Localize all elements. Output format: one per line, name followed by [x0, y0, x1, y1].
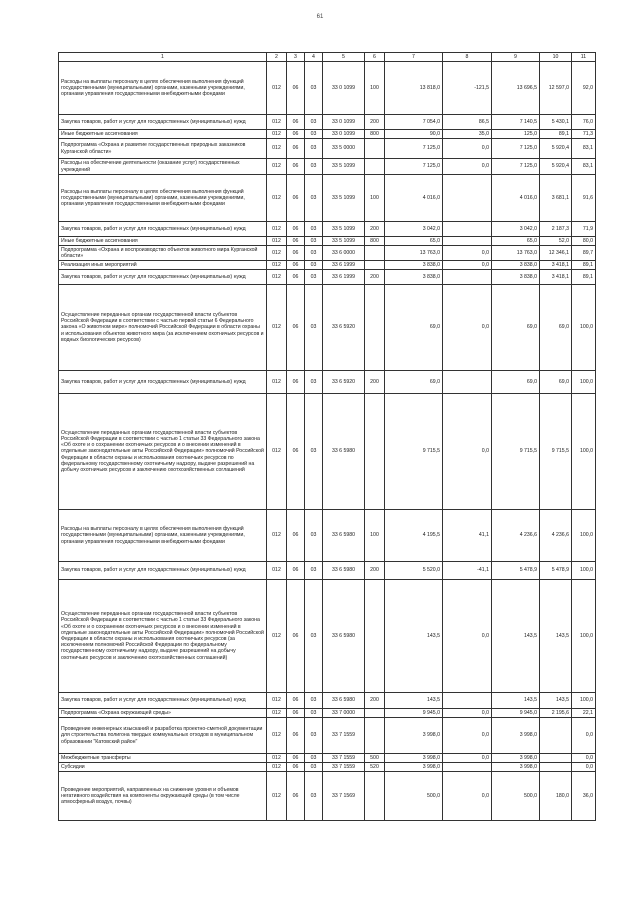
table-cell: 012	[267, 175, 287, 222]
table-cell: 03	[305, 562, 323, 580]
table-cell: 69,0	[540, 371, 572, 394]
table-cell: 03	[305, 130, 323, 139]
table-cell: 33 7 0000	[323, 709, 365, 718]
table-cell: 06	[287, 763, 305, 772]
column-header: 7	[385, 53, 443, 62]
table-cell: 012	[267, 246, 287, 261]
table-cell: 06	[287, 718, 305, 754]
table-cell: 500	[365, 754, 385, 763]
table-cell: 3 418,1	[540, 270, 572, 285]
table-cell: 41,1	[443, 510, 492, 562]
table-cell: 0,0	[572, 718, 596, 754]
table-cell: 0,0	[572, 754, 596, 763]
table-cell: 83,1	[572, 159, 596, 175]
table-cell: 100,0	[572, 510, 596, 562]
table-cell: 89,1	[572, 261, 596, 270]
table-cell: 06	[287, 371, 305, 394]
table-cell: 65,0	[492, 237, 540, 246]
table-cell: 7 140,5	[492, 115, 540, 130]
table-cell: 0,0	[443, 709, 492, 718]
table-cell: 012	[267, 139, 287, 159]
table-cell: 03	[305, 709, 323, 718]
table-row	[59, 270, 596, 285]
table-cell: 03	[305, 261, 323, 270]
table-cell: 86,5	[443, 115, 492, 130]
table-cell: 100	[365, 62, 385, 115]
column-header: 3	[287, 53, 305, 62]
table-cell	[443, 763, 492, 772]
table-cell: 90,0	[385, 130, 443, 139]
table-cell	[443, 237, 492, 246]
table-cell: 7 054,0	[385, 115, 443, 130]
row-label: Иные бюджетные ассигнования	[59, 130, 267, 139]
table-cell: 5 430,1	[540, 115, 572, 130]
table-cell	[365, 394, 385, 510]
table-cell: 200	[365, 371, 385, 394]
table-cell: 143,5	[492, 580, 540, 693]
table-cell: 71,9	[572, 222, 596, 237]
table-cell: 3 418,1	[540, 261, 572, 270]
table-cell: 012	[267, 394, 287, 510]
table-cell: 4 016,0	[492, 175, 540, 222]
table-cell: 800	[365, 237, 385, 246]
table-cell: 33 6 5980	[323, 510, 365, 562]
table-cell: 06	[287, 510, 305, 562]
table-cell	[443, 270, 492, 285]
table-cell: 12 346,1	[540, 246, 572, 261]
table-cell: 7 125,0	[492, 159, 540, 175]
table-cell: 9 945,0	[385, 709, 443, 718]
table-cell: 7 125,0	[385, 159, 443, 175]
table-cell: 012	[267, 693, 287, 709]
table-cell: 06	[287, 139, 305, 159]
table-cell: 100,0	[572, 693, 596, 709]
table-cell	[443, 222, 492, 237]
row-label: Подпрограмма «Охрана и воспроизводство объектов животного мира Курганской области»	[59, 246, 267, 261]
table-cell: 89,7	[572, 246, 596, 261]
table-cell: 22,1	[572, 709, 596, 718]
table-cell: 9 715,5	[540, 394, 572, 510]
table-cell: 0,0	[443, 772, 492, 821]
header-row	[59, 53, 596, 62]
table-row	[59, 62, 596, 115]
table-cell: 3 998,0	[492, 718, 540, 754]
table-cell	[365, 709, 385, 718]
table-cell	[540, 763, 572, 772]
row-label: Расходы на обеспечение деятельности (оказание услуг) государственных учреждений	[59, 159, 267, 175]
table-cell: 12 597,0	[540, 62, 572, 115]
table-cell: 03	[305, 246, 323, 261]
table-cell	[443, 371, 492, 394]
table-cell: 125,0	[492, 130, 540, 139]
table-cell: 3 838,0	[492, 261, 540, 270]
table-row	[59, 580, 596, 693]
table-cell: 69,0	[385, 285, 443, 371]
table-cell: 06	[287, 130, 305, 139]
table-row	[59, 510, 596, 562]
table-cell: 200	[365, 562, 385, 580]
row-label: Осуществление переданных органам государственной власти субъектов Российской Федерации в соответствии с частью 1 статьи 33 Федерального закона «Об охоте и о сохранении охотничьих ресурсов и о внесении изменений в отдельные законодательные акты Российской Федерации» полномочий Российской Федерации в области охраны и использования охотничьих ресурсов по федеральному государственному охотничьему надзору, выдаче разрешений на добычу охотничьих ресурсов и заключению охотхозяйственных соглашений	[59, 394, 267, 510]
row-label: Расходы на выплаты персоналу в целях обеспечения выполнения функций государственными (муниципальными) органами, казенными учреждениями, органами управления государственными внебюджетными фондами	[59, 62, 267, 115]
table-cell	[365, 580, 385, 693]
table-cell	[365, 261, 385, 270]
table-row	[59, 394, 596, 510]
table-cell: 06	[287, 159, 305, 175]
table-cell: 33 5 1099	[323, 159, 365, 175]
table-cell: 012	[267, 754, 287, 763]
table-cell: 06	[287, 222, 305, 237]
table-cell: 143,5	[540, 693, 572, 709]
table-cell: 65,0	[385, 237, 443, 246]
table-cell: 06	[287, 270, 305, 285]
table-cell: 36,0	[572, 772, 596, 821]
table-cell: 33 6 5920	[323, 285, 365, 371]
row-label: Осуществление переданных органам государственной власти субъектов Российской Федерации в соответствии с частью 1 статьи 33 Федерального закона «Об охоте и о сохранении охотничьих ресурсов и о внесении изменений в отдельные законодательные акты Российской Федерации» полномочий Российской Федерации в области охраны и использования охотничьих ресурсов (за исключением полномочий Российской Федерации по федеральному государственному охотничьему надзору, выдаче разрешений на добычу охотничьих ресурсов и заключению охотхозяйственных соглашений)	[59, 580, 267, 693]
table-cell: 06	[287, 754, 305, 763]
table-cell: 03	[305, 394, 323, 510]
table-cell: 0,0	[443, 394, 492, 510]
table-cell: 06	[287, 709, 305, 718]
table-row	[59, 709, 596, 718]
column-header: 2	[267, 53, 287, 62]
column-header: 10	[540, 53, 572, 62]
table-cell	[443, 693, 492, 709]
table-row	[59, 222, 596, 237]
table-cell: 33 6 5980	[323, 562, 365, 580]
table-cell: 0,0	[443, 261, 492, 270]
table-row	[59, 159, 596, 175]
row-label: Расходы на выплаты персоналу в целях обеспечения выполнения функций государственными (муниципальными) органами, казенными учреждениями, органами управления государственными внебюджетными фондами	[59, 510, 267, 562]
table-cell: 143,5	[540, 580, 572, 693]
table-cell	[443, 175, 492, 222]
row-label: Закупка товаров, работ и услуг для государственных (муниципальных) нужд	[59, 222, 267, 237]
table-cell: 0,0	[443, 285, 492, 371]
table-cell: 03	[305, 115, 323, 130]
table-cell: 03	[305, 237, 323, 246]
table-row	[59, 237, 596, 246]
table-cell: 33 7 1569	[323, 772, 365, 821]
table-cell: 33 5 1099	[323, 222, 365, 237]
row-label: Осуществление переданных органам государственной власти субъектов Российской Федерации в соответствии с частью первой статьи 6 Федерального закона «О животном мире» полномочий Российской Федерации в области охраны и использования объектов животного мира (за исключением охотничьих ресурсов и водных биологических ресурсов)	[59, 285, 267, 371]
table-cell: 03	[305, 159, 323, 175]
table-cell: 03	[305, 371, 323, 394]
table-cell: 7 125,0	[492, 139, 540, 159]
page-number: 61	[316, 14, 324, 20]
table-cell: 012	[267, 285, 287, 371]
table-cell: 33 5 0000	[323, 139, 365, 159]
row-label: Иные бюджетные ассигнования	[59, 237, 267, 246]
table-cell: 200	[365, 222, 385, 237]
table-cell: 0,0	[443, 159, 492, 175]
table-cell: 500,0	[385, 772, 443, 821]
table-cell: 012	[267, 763, 287, 772]
table-cell: 4 195,5	[385, 510, 443, 562]
table-cell: 33 6 5980	[323, 394, 365, 510]
column-header: 4	[305, 53, 323, 62]
table-cell	[365, 139, 385, 159]
table-cell: 3 998,0	[385, 763, 443, 772]
row-label: Закупка товаров, работ и услуг для государственных (муниципальных) нужд	[59, 693, 267, 709]
table-cell: 06	[287, 261, 305, 270]
table-cell: 4 236,6	[492, 510, 540, 562]
table-row	[59, 246, 596, 261]
table-cell: 100,0	[572, 580, 596, 693]
table-cell: 33 6 5980	[323, 580, 365, 693]
table-cell: 80,0	[572, 237, 596, 246]
table-row	[59, 562, 596, 580]
table-cell: 100	[365, 510, 385, 562]
table-cell: 33 6 0000	[323, 246, 365, 261]
table-row	[59, 261, 596, 270]
column-header: 11	[572, 53, 596, 62]
table-cell: 2 195,6	[540, 709, 572, 718]
table-cell: 012	[267, 709, 287, 718]
table-cell: 4 016,0	[385, 175, 443, 222]
table-row	[59, 285, 596, 371]
row-label: Реализация иных мероприятий	[59, 261, 267, 270]
row-label: Подпрограмма «Охрана и развитие государственных природных заказников Курганской области»	[59, 139, 267, 159]
column-header: 1	[59, 53, 267, 62]
table-cell: 012	[267, 718, 287, 754]
row-label: Проведение мероприятий, направленных на снижение уровня и объемов негативного воздействия на компоненты окружающей среды (в том числе атмосферный воздух, почвы)	[59, 772, 267, 821]
table-cell: 33 6 5920	[323, 371, 365, 394]
table-cell: 06	[287, 772, 305, 821]
table-cell: 012	[267, 772, 287, 821]
table-cell: 69,0	[492, 371, 540, 394]
table-cell: 03	[305, 754, 323, 763]
row-label: Межбюджетные трансферты	[59, 754, 267, 763]
table-cell: 03	[305, 772, 323, 821]
table-cell: 100	[365, 175, 385, 222]
table-cell: 13 763,0	[492, 246, 540, 261]
table-cell: 89,1	[540, 130, 572, 139]
table-cell	[540, 754, 572, 763]
table-cell: 012	[267, 270, 287, 285]
table-cell: 7 125,0	[385, 139, 443, 159]
table-cell: 69,0	[540, 285, 572, 371]
table-cell: 012	[267, 510, 287, 562]
table-row	[59, 754, 596, 763]
table-cell: 33 5 1099	[323, 175, 365, 222]
table-cell: 5 478,9	[492, 562, 540, 580]
table-cell: 06	[287, 246, 305, 261]
table-cell	[365, 159, 385, 175]
table-cell: 5 920,4	[540, 159, 572, 175]
table-body	[59, 53, 596, 821]
table-cell: -121,5	[443, 62, 492, 115]
table-cell: 200	[365, 115, 385, 130]
table-cell: 33 0 1099	[323, 62, 365, 115]
table-cell: 012	[267, 62, 287, 115]
table-cell: 9 715,5	[385, 394, 443, 510]
table-cell: 5 920,4	[540, 139, 572, 159]
table-cell: 180,0	[540, 772, 572, 821]
table-cell: 143,5	[385, 580, 443, 693]
table-cell: 13 818,0	[385, 62, 443, 115]
table-cell: 69,0	[385, 371, 443, 394]
table-row	[59, 175, 596, 222]
table-cell: 06	[287, 175, 305, 222]
table-cell: 4 236,6	[540, 510, 572, 562]
table-cell	[365, 718, 385, 754]
table-cell: 33 7 1559	[323, 718, 365, 754]
table-cell: 3 042,0	[385, 222, 443, 237]
row-label: Закупка товаров, работ и услуг для государственных (муниципальных) нужд	[59, 115, 267, 130]
table-cell: 012	[267, 159, 287, 175]
table-cell: 03	[305, 580, 323, 693]
table-cell: 03	[305, 175, 323, 222]
table-cell: 06	[287, 62, 305, 115]
table-cell: 3 998,0	[492, 754, 540, 763]
table-cell: 3 042,0	[492, 222, 540, 237]
table-cell: 143,5	[492, 693, 540, 709]
table-row	[59, 130, 596, 139]
table-cell: 33 7 1559	[323, 754, 365, 763]
table-cell: 2 187,3	[540, 222, 572, 237]
table-cell: 91,6	[572, 175, 596, 222]
column-header: 8	[443, 53, 492, 62]
table-cell: 012	[267, 261, 287, 270]
table-cell: 69,0	[492, 285, 540, 371]
table-cell: 9 945,0	[492, 709, 540, 718]
table-cell: 200	[365, 693, 385, 709]
row-label: Расходы на выплаты персоналу в целях обеспечения выполнения функций государственными (муниципальными) органами, казенными учреждениями, органами управления государственными внебюджетными фондами	[59, 175, 267, 222]
table-cell: 100,0	[572, 562, 596, 580]
table-cell	[365, 285, 385, 371]
table-cell: 012	[267, 130, 287, 139]
table-cell: 33 6 1999	[323, 270, 365, 285]
table-row	[59, 772, 596, 821]
table-cell: 012	[267, 237, 287, 246]
column-header: 6	[365, 53, 385, 62]
table-cell: 33 6 1999	[323, 261, 365, 270]
table-cell: 03	[305, 222, 323, 237]
table-cell: 0,0	[443, 580, 492, 693]
table-cell: 03	[305, 763, 323, 772]
table-cell: 9 715,5	[492, 394, 540, 510]
table-row	[59, 763, 596, 772]
table-cell: 35,0	[443, 130, 492, 139]
table-cell: 0,0	[443, 139, 492, 159]
budget-table	[58, 52, 596, 821]
table-cell	[365, 772, 385, 821]
table-cell: 012	[267, 222, 287, 237]
table-cell: 03	[305, 139, 323, 159]
table-row	[59, 693, 596, 709]
table-cell: 03	[305, 718, 323, 754]
column-header: 5	[323, 53, 365, 62]
table-cell	[365, 246, 385, 261]
table-cell: 143,5	[385, 693, 443, 709]
table-cell: 200	[365, 270, 385, 285]
table-cell: 03	[305, 62, 323, 115]
column-header: 9	[492, 53, 540, 62]
table-cell: 03	[305, 270, 323, 285]
row-label: Проведение инженерных изысканий и разработка проектно-сметной документации для строительства полигона твердых коммунальных отходов в муниципальном образовании "Катовский район"	[59, 718, 267, 754]
table-cell: 3 838,0	[385, 270, 443, 285]
table-cell: 06	[287, 285, 305, 371]
table-cell: 06	[287, 115, 305, 130]
table-cell: 03	[305, 510, 323, 562]
table-cell: 03	[305, 285, 323, 371]
table-row	[59, 718, 596, 754]
table-cell: 83,1	[572, 139, 596, 159]
table-cell: 100,0	[572, 285, 596, 371]
table-cell: 03	[305, 693, 323, 709]
table-cell: 800	[365, 130, 385, 139]
row-label: Закупка товаров, работ и услуг для государственных (муниципальных) нужд	[59, 562, 267, 580]
table-cell: 13 696,5	[492, 62, 540, 115]
table-cell: 33 5 1099	[323, 237, 365, 246]
table-cell: 71,3	[572, 130, 596, 139]
table-cell: 100,0	[572, 394, 596, 510]
table-row	[59, 115, 596, 130]
table-cell: 3 998,0	[385, 754, 443, 763]
table-cell: 3 838,0	[492, 270, 540, 285]
table-cell: 06	[287, 693, 305, 709]
table-cell: 0,0	[443, 246, 492, 261]
table-cell: 3 998,0	[492, 763, 540, 772]
table-cell: 06	[287, 580, 305, 693]
table-cell: 3 681,1	[540, 175, 572, 222]
table-cell: 100,0	[572, 371, 596, 394]
table-cell: 33 6 5980	[323, 693, 365, 709]
row-label: Подпрограмма «Охрана окружающей среды»	[59, 709, 267, 718]
table-cell: 76,0	[572, 115, 596, 130]
table-cell: 06	[287, 394, 305, 510]
table-cell: 5 478,9	[540, 562, 572, 580]
table-cell: 012	[267, 580, 287, 693]
table-cell: 33 0 1099	[323, 115, 365, 130]
row-label: Закупка товаров, работ и услуг для государственных (муниципальных) нужд	[59, 270, 267, 285]
table-cell: 52,0	[540, 237, 572, 246]
table-cell: 06	[287, 237, 305, 246]
table-cell: 06	[287, 562, 305, 580]
table-cell: 13 763,0	[385, 246, 443, 261]
table-cell: 5 520,0	[385, 562, 443, 580]
table-row	[59, 139, 596, 159]
table-cell: 33 0 1099	[323, 130, 365, 139]
table-cell: 012	[267, 115, 287, 130]
row-label: Закупка товаров, работ и услуг для государственных (муниципальных) нужд	[59, 371, 267, 394]
table-row	[59, 371, 596, 394]
table-cell: 0,0	[443, 718, 492, 754]
table-cell: 500,0	[492, 772, 540, 821]
table-cell: 92,0	[572, 62, 596, 115]
row-label: Субсидии	[59, 763, 267, 772]
table-cell: 3 838,0	[385, 261, 443, 270]
table-cell: 012	[267, 562, 287, 580]
table-cell: 33 7 1559	[323, 763, 365, 772]
table-cell: 0,0	[443, 754, 492, 763]
table-cell	[540, 718, 572, 754]
table-cell: 012	[267, 371, 287, 394]
table-cell: -41,1	[443, 562, 492, 580]
table-cell: 89,1	[572, 270, 596, 285]
table-cell: 520	[365, 763, 385, 772]
table-cell: 3 998,0	[385, 718, 443, 754]
table-cell: 0,0	[572, 763, 596, 772]
